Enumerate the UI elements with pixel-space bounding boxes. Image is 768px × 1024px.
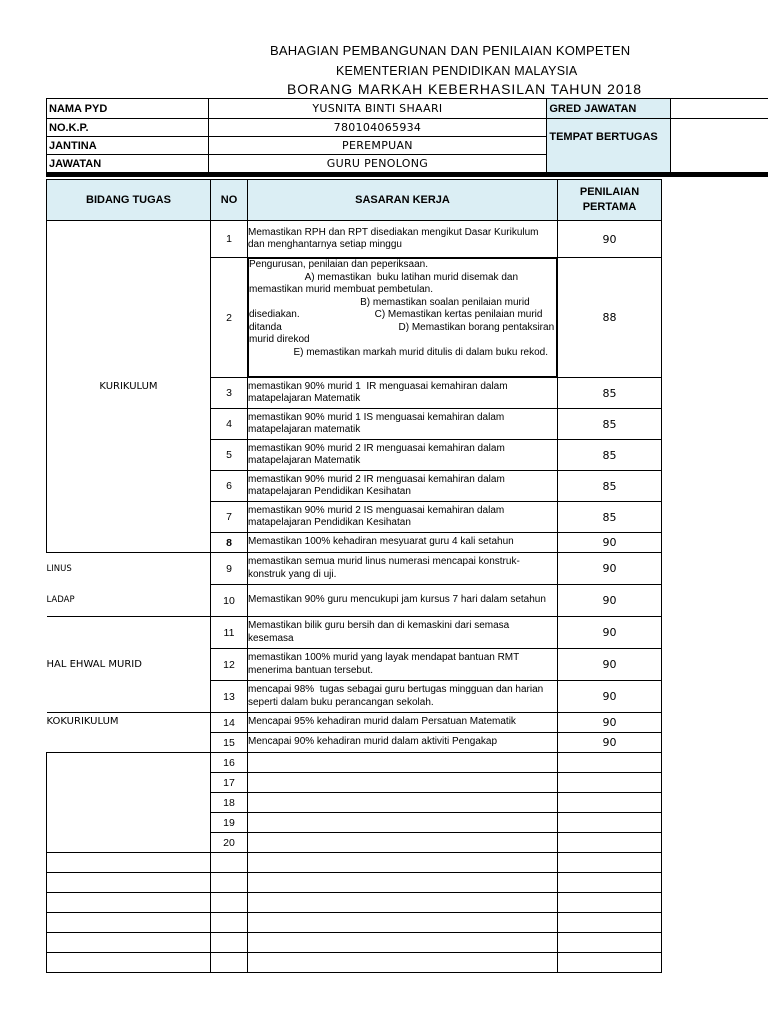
row-nilai: 90 — [558, 713, 662, 733]
row-no: 1 — [211, 221, 248, 258]
jantina-value: PEREMPUAN — [208, 137, 547, 155]
main-table — [46, 179, 766, 973]
row-no: 16 — [211, 753, 248, 773]
empty-cell — [558, 873, 662, 893]
empty-column — [662, 221, 766, 973]
row-sasaran — [248, 833, 558, 853]
empty-cell — [558, 913, 662, 933]
row-no: 5 — [211, 440, 248, 471]
tempat-value — [671, 119, 768, 173]
gred-label: GRED JAWATAN — [547, 99, 671, 119]
row-nilai: 85 — [558, 471, 662, 502]
empty-cell — [248, 933, 558, 953]
empty-cell — [248, 953, 558, 973]
row-nilai: 90 — [558, 221, 662, 258]
bidang-ladap: LADAP — [47, 585, 211, 617]
row-no: 13 — [211, 681, 248, 713]
bidang-linus: LINUS — [47, 553, 211, 585]
empty-cell — [211, 933, 248, 953]
row-sasaran: memastikan 90% murid 2 IR menguasai kemahiran dalam matapelajaran Matematik — [248, 440, 558, 471]
row-sasaran: mencapai 98% tugas sebagai guru bertugas mingguan dan harian seperti dalam buku perancangan sekolah. — [248, 681, 558, 713]
row-no: 17 — [211, 773, 248, 793]
nokp-label: NO.K.P. — [47, 119, 209, 137]
empty-cell — [47, 933, 211, 953]
row-nilai: 85 — [558, 502, 662, 533]
bidang-empty — [47, 753, 211, 853]
col-penilaian: PENILAIAN PERTAMA — [558, 180, 662, 221]
row-sasaran: Memastikan RPH dan RPT disediakan mengikut Dasar Kurikulum dan menghantarnya setiap minggu — [248, 221, 558, 258]
empty-cell — [211, 913, 248, 933]
row-no: 15 — [211, 733, 248, 753]
row-no: 2 — [211, 258, 248, 378]
header-department: BAHAGIAN PEMBANGUNAN DAN PENILAIAN KOMPETEN — [270, 43, 631, 58]
empty-cell — [47, 893, 211, 913]
gred-value — [671, 99, 768, 119]
bidang-kurikulum: KURIKULUM — [47, 221, 211, 553]
empty-cell — [248, 893, 558, 913]
row-sasaran: Memastikan bilik guru bersih dan di kemaskini dari semasa kesemasa — [248, 617, 558, 649]
empty-cell — [248, 873, 558, 893]
row-sasaran: Mencapai 95% kehadiran murid dalam Persatuan Matematik — [248, 713, 558, 733]
row-nilai: 90 — [558, 585, 662, 617]
row-no: 7 — [211, 502, 248, 533]
row-no: 12 — [211, 649, 248, 681]
row-nilai: 90 — [558, 733, 662, 753]
empty-cell — [211, 893, 248, 913]
row-sasaran: Pengurusan, penilaian dan peperiksaan. A) memastikan buku latihan murid disemak dan memastikan murid membuat pembetulan. B) memastikan soalan penilaian murid disediakan. C) Memastikan kertas penilaian murid ditanda D) Memastikan borang pentaksiran murid direkod E) memastikan markah murid ditulis di dalam buku rekod. — [248, 258, 557, 377]
row-sasaran: Mencapai 90% kehadiran murid dalam aktiviti Pengakap — [248, 733, 558, 753]
row-nilai: 85 — [558, 409, 662, 440]
empty-cell — [248, 853, 558, 873]
row-sasaran — [248, 773, 558, 793]
row-sasaran: memastikan 90% murid 2 IR menguasai kemahiran dalam matapelajaran Pendidikan Kesihatan — [248, 471, 558, 502]
empty-cell — [558, 853, 662, 873]
empty-cell — [211, 873, 248, 893]
nama-label: NAMA PYD — [47, 99, 209, 119]
empty-cell — [211, 853, 248, 873]
row-nilai: 85 — [558, 440, 662, 471]
row-nilai — [558, 753, 662, 773]
row-nilai: 90 — [558, 533, 662, 553]
row-nilai — [558, 793, 662, 813]
empty-cell — [558, 893, 662, 913]
row-sasaran — [248, 753, 558, 773]
row-nilai — [558, 813, 662, 833]
form-title: BORANG MARKAH KEBERHASILAN TAHUN 2018 — [287, 81, 642, 97]
row-nilai: 88 — [558, 258, 662, 378]
row-no: 9 — [211, 553, 248, 585]
row-nilai — [558, 773, 662, 793]
empty-cell — [47, 873, 211, 893]
row-sasaran: memastikan semua murid linus numerasi mencapai konstruk-konstruk yang di uji. — [248, 553, 558, 585]
tempat-label: TEMPAT BERTUGAS — [547, 119, 671, 173]
row-no: 19 — [211, 813, 248, 833]
row-no: 10 — [211, 585, 248, 617]
row-no: 3 — [211, 378, 248, 409]
row-no: 4 — [211, 409, 248, 440]
row-sasaran — [248, 793, 558, 813]
row-sasaran — [248, 813, 558, 833]
header-ministry: KEMENTERIAN PENDIDIKAN MALAYSIA — [336, 64, 578, 78]
col-empty — [662, 180, 766, 221]
row-nilai: 85 — [558, 378, 662, 409]
col-no: NO — [211, 180, 248, 221]
empty-cell — [558, 933, 662, 953]
empty-cell — [248, 913, 558, 933]
jawatan-value: GURU PENOLONG — [208, 155, 547, 173]
row-nilai — [558, 833, 662, 853]
row-sasaran: memastikan 100% murid yang layak mendapat bantuan RMT menerima bantuan tersebut. — [248, 649, 558, 681]
info-table — [46, 98, 768, 173]
row-no: 6 — [211, 471, 248, 502]
jawatan-label: JAWATAN — [47, 155, 209, 173]
col-sasaran: SASARAN KERJA — [248, 180, 558, 221]
row-sasaran: Memastikan 90% guru mencukupi jam kursus 7 hari dalam setahun — [248, 585, 558, 617]
row-nilai: 90 — [558, 553, 662, 585]
divider — [46, 172, 768, 177]
row-sasaran: Memastikan 100% kehadiran mesyuarat guru 4 kali setahun — [248, 533, 558, 553]
row-nilai: 90 — [558, 617, 662, 649]
empty-cell — [47, 953, 211, 973]
row-sasaran: memastikan 90% murid 1 IR menguasai kemahiran dalam matapelajaran Matematik — [248, 378, 558, 409]
jantina-label: JANTINA — [47, 137, 209, 155]
row-no: 18 — [211, 793, 248, 813]
empty-cell — [47, 853, 211, 873]
empty-cell — [47, 913, 211, 933]
row-nilai: 90 — [558, 681, 662, 713]
empty-cell — [558, 953, 662, 973]
row-no: 11 — [211, 617, 248, 649]
nokp-value: 780104065934 — [208, 119, 547, 137]
nama-value: YUSNITA BINTI SHAARI — [208, 99, 547, 119]
bidang-koku: KOKURIKULUM — [47, 713, 211, 753]
row-nilai: 90 — [558, 649, 662, 681]
col-bidang: BIDANG TUGAS — [47, 180, 211, 221]
row-sasaran: memastikan 90% murid 1 IS menguasai kemahiran dalam matapelajaran matematik — [248, 409, 558, 440]
row-no: 8 — [211, 533, 248, 553]
row-no: 20 — [211, 833, 248, 853]
bidang-hem: HAL EHWAL MURID — [47, 617, 211, 713]
row-sasaran: memastikan 90% murid 2 IS menguasai kemahiran dalam matapelajaran Pendidikan Kesihatan — [248, 502, 558, 533]
empty-cell — [211, 953, 248, 973]
row-no: 14 — [211, 713, 248, 733]
